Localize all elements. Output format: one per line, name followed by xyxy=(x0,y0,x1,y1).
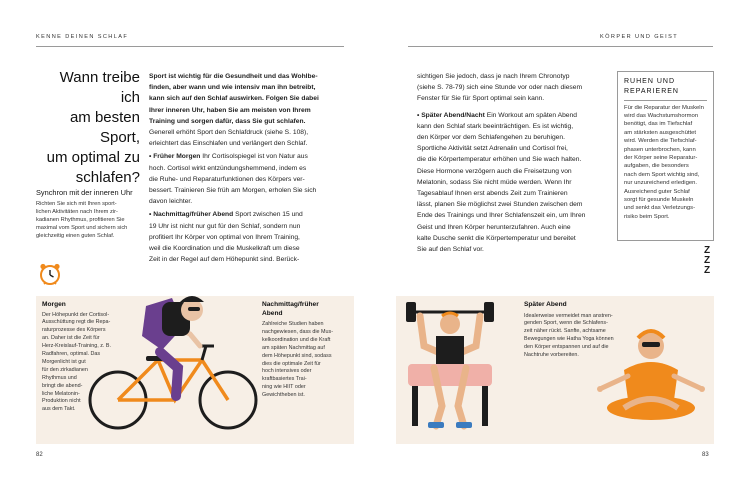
sidebar-line: maximal vom Sport und sichern sich xyxy=(36,225,128,231)
info-box xyxy=(617,71,714,241)
morning-label: • Früher Morgen xyxy=(149,153,201,161)
panel-line: für den zirkadianen xyxy=(42,366,88,373)
body-line: Ein Workout am späten Abend xyxy=(484,111,577,119)
sleep-zzz-icon: Z Z Z xyxy=(703,245,711,276)
body-line: Sie auf den Schlaf vor. xyxy=(417,246,484,254)
intro-line: Ihrer inneren Uhr, haben Sie am meisten von Ihrem xyxy=(149,106,311,114)
title-line: um optimal zu xyxy=(46,149,140,166)
body-line: den Körper vor dem Schlafengehen zu beruhigen. xyxy=(417,134,565,142)
body-line: Melatonin, sodass Sie nicht müde werden. Wenn Ihr xyxy=(417,178,572,186)
panel-line: hoch intensives oder xyxy=(262,368,312,375)
panel-line: bringt die abend- xyxy=(42,382,83,389)
panel-line: Produktion nicht xyxy=(42,398,81,405)
intro-line: kann sich auf den Schlaf auswirken. Folgen Sie dabei xyxy=(149,95,319,103)
sidebar-text xyxy=(36,200,146,240)
panel-line: Idealerweise vermeidet man anstren- xyxy=(524,312,613,319)
sidebar-line: lichen Aktivitäten nach Ihrem zir- xyxy=(36,209,118,215)
panel-spaet-heading: Später Abend xyxy=(524,301,567,308)
panel-line: genden Sport, wenn die Schlafens- xyxy=(524,320,608,327)
info-box-line: nur unzureichend erledigen. xyxy=(624,180,698,187)
info-box-line: benötigt, das im Tiefschlaf xyxy=(624,121,693,128)
panel-heading-line: Abend xyxy=(262,309,283,317)
sidebar-note xyxy=(36,188,146,240)
info-box-line: risiko beim Sport. xyxy=(624,213,670,220)
panel-line: Radfahren, optimal. Das xyxy=(42,351,101,358)
intro-line: finden, aber wann und wie intensiv man ihn betreibt, xyxy=(149,84,316,92)
panel-line: aus dem Takt. xyxy=(42,406,76,413)
panel-line: den Körper entspannen und auf die xyxy=(524,344,609,351)
body-line: (siehe S. 78-79) sich eine Stunde vor oder nach diesem xyxy=(417,84,583,92)
body-line: die Ruhe- und Reparaturfunktionen des Körpers ver- xyxy=(149,175,305,183)
body-line: weil die Koordination und die Muskelkraft um diese xyxy=(149,245,300,253)
panel-nachmittag xyxy=(262,301,352,400)
panel-line: Der Höhepunkt der Cortisol- xyxy=(42,311,110,318)
panel-line: nachgewiesen, dass die Mus- xyxy=(262,328,334,335)
alarm-clock-icon xyxy=(38,262,62,286)
body-line: Zeit in der Regel auf dem Höhepunkt sind. Berück- xyxy=(149,256,300,264)
sidebar-line: Richten Sie sich mit Ihren sport- xyxy=(36,201,117,207)
info-box-line: der Körper seine Reparatur- xyxy=(624,155,698,162)
sidebar-line: gleichzeitig einen guten Schlaf. xyxy=(36,233,115,239)
panel-morgen xyxy=(42,301,124,414)
panel-spaet xyxy=(524,301,634,360)
body-line: sichtigen Sie jedoch, dass je nach Ihrem Chronotyp xyxy=(417,73,570,80)
info-box-line: wird das Wachstumshormon xyxy=(624,113,699,119)
body-line: Fenster für Sie für Sport optimal sein kann. xyxy=(417,95,545,103)
body-line: Ende des Trainings und Ihrer Schlafenszeit ein, um Ihren xyxy=(417,212,586,220)
info-box-line: phasen unterbrochen, kann xyxy=(624,146,696,153)
panel-line: kelkoordination und die Kraft xyxy=(262,336,331,343)
sidebar-heading: Synchron mit der inneren Uhr xyxy=(36,188,133,197)
body-line: Sport zwischen 15 und xyxy=(233,211,303,219)
header-rule-right xyxy=(408,46,713,47)
panel-nachmittag-heading xyxy=(262,301,352,318)
sidebar-line: kadianen Rhythmus, profitieren Sie xyxy=(36,217,125,223)
late-paragraph xyxy=(417,110,607,256)
body-column-2 xyxy=(417,71,607,255)
panel-line: dies die optimale Zeit für xyxy=(262,360,321,367)
body-line: Tagesablauf Ihnen erst abends Zeit zum Trainieren xyxy=(417,190,568,198)
intro-line: Training und sorgen dafür, dass Sie gut schlafen. xyxy=(149,117,306,125)
page-number-right: 83 xyxy=(702,452,709,458)
info-box-line: sorgt für gesunde Muskeln xyxy=(624,197,694,204)
panel-line: dem Höhepunkt sind, sodass xyxy=(262,352,332,359)
panel-line: ning wie HIIT oder xyxy=(262,384,306,391)
panel-heading-line: Nachmittag/früher xyxy=(262,301,319,308)
title-line: Wann treibe ich xyxy=(59,69,140,106)
info-box-heading-line: RUHEN UND xyxy=(624,78,675,85)
info-box-line: und senkt das Verletzungs- xyxy=(624,205,696,212)
body-line: davon leichter. xyxy=(149,198,193,206)
late-label: • Später Abend/Nacht xyxy=(417,111,485,119)
info-box-line: Ausreichend guter Schlaf xyxy=(624,188,690,195)
afternoon-label: • Nachmittag/früher Abend xyxy=(149,211,234,219)
info-box-heading-line: REPARIEREN xyxy=(624,87,679,95)
body-line: Diese Hormone verzögern auch die Freisetzung von xyxy=(417,167,572,175)
body-line: erleichtert das Einschlafen und verlängert den Schlaf. xyxy=(149,140,308,148)
weightlifter-illustration xyxy=(398,286,502,436)
info-box-line: am stärksten ausgeschüttet xyxy=(624,129,697,136)
running-head-right: KÖRPER UND GEIST xyxy=(600,34,679,40)
panel-morgen-text xyxy=(42,312,124,415)
panel-line: zeit näher rückt. Sanfte, achtsame xyxy=(524,328,606,335)
body-line: Sportliche Aktivität setzt Adrenalin und Cortisol frei, xyxy=(417,145,568,153)
info-box-line: nach dem Sport wichtig sind, xyxy=(624,171,700,178)
panel-line: Zahlreiche Studien haben xyxy=(262,321,324,327)
body-line: hoch. Cortisol wirkt entzündungshemmend, indem es xyxy=(149,164,307,172)
panel-line: Herz-Kreislauf-Training, z. B. xyxy=(42,343,111,350)
body-line: kalte Dusche senkt die Körpertemperatur und bereitet xyxy=(417,234,576,242)
panel-morgen-heading: Morgen xyxy=(42,301,66,308)
panel-line: Nachtruhe vorbereiten. xyxy=(524,352,579,359)
body-line: lässt, planen Sie möglichst zwei Stunden zwischen dem xyxy=(417,201,583,209)
header-rule-left xyxy=(36,46,344,47)
title-line: am besten Sport, xyxy=(69,109,140,146)
body-line: bessert. Trainieren Sie früh am Morgen, erholen Sie sich xyxy=(149,187,317,195)
panel-line: Gewichtheben ist. xyxy=(262,392,305,399)
title-line: schlafen? xyxy=(75,169,140,186)
panel-line: am späten Nachmittag auf xyxy=(262,344,325,351)
panel-line: liche Melatonin- xyxy=(42,390,80,397)
intro-line: Sport ist wichtig für die Gesundheit und das Wohlbe- xyxy=(149,73,318,80)
panel-line: kraftbasiertes Trai- xyxy=(262,376,307,383)
panel-line: Ausschüttung regt die Repa- xyxy=(42,319,111,326)
page-number-left: 82 xyxy=(36,452,43,458)
info-box-divider xyxy=(624,100,707,101)
body-line: kann den Schlaf stark beeinträchtigen. Es ist wichtig, xyxy=(417,122,574,130)
body-column-1 xyxy=(149,71,339,265)
body-line: profitiert Ihr Körper von optimal von Ihrem Training, xyxy=(149,233,300,241)
info-box-text xyxy=(624,104,707,222)
panel-line: Bewegungen wie Hatha Yoga können xyxy=(524,336,614,343)
afternoon-paragraph xyxy=(149,209,339,265)
body-line: 19 Uhr ist nicht nur gut für den Schlaf, sondern nun xyxy=(149,222,301,230)
body-line: Generell erhöht Sport den Schlafdruck (siehe S. 108), xyxy=(149,129,309,137)
panel-line: Morgenlicht ist gut xyxy=(42,358,86,365)
body-line: die die Körpertemperatur erhöhen und Sie wach halten. xyxy=(417,156,582,164)
info-box-heading xyxy=(624,77,707,97)
page-title xyxy=(40,68,140,188)
info-box-line: wird. Werden die Tiefschlaf- xyxy=(624,138,697,145)
body-line: Ihr Cortisolspiegel ist von Natur aus xyxy=(200,153,308,161)
panel-line: an. Daher ist die Zeit für xyxy=(42,335,100,342)
panel-nachmittag-text xyxy=(262,321,352,400)
morning-paragraph xyxy=(149,151,339,207)
running-head-left: KENNE DEINEN SCHLAF xyxy=(36,34,129,40)
body-line: Geist und Ihren Körper herunterzufahren. Auch eine xyxy=(417,223,571,231)
info-box-line: Für die Reparatur der Muskeln xyxy=(624,104,704,111)
info-box-line: aufgaben, die besonders xyxy=(624,163,689,170)
panel-line: raturprozesse des Körpers xyxy=(42,327,106,334)
panel-line: Rhythmus und xyxy=(42,374,77,381)
panel-spaet-text xyxy=(524,313,634,360)
